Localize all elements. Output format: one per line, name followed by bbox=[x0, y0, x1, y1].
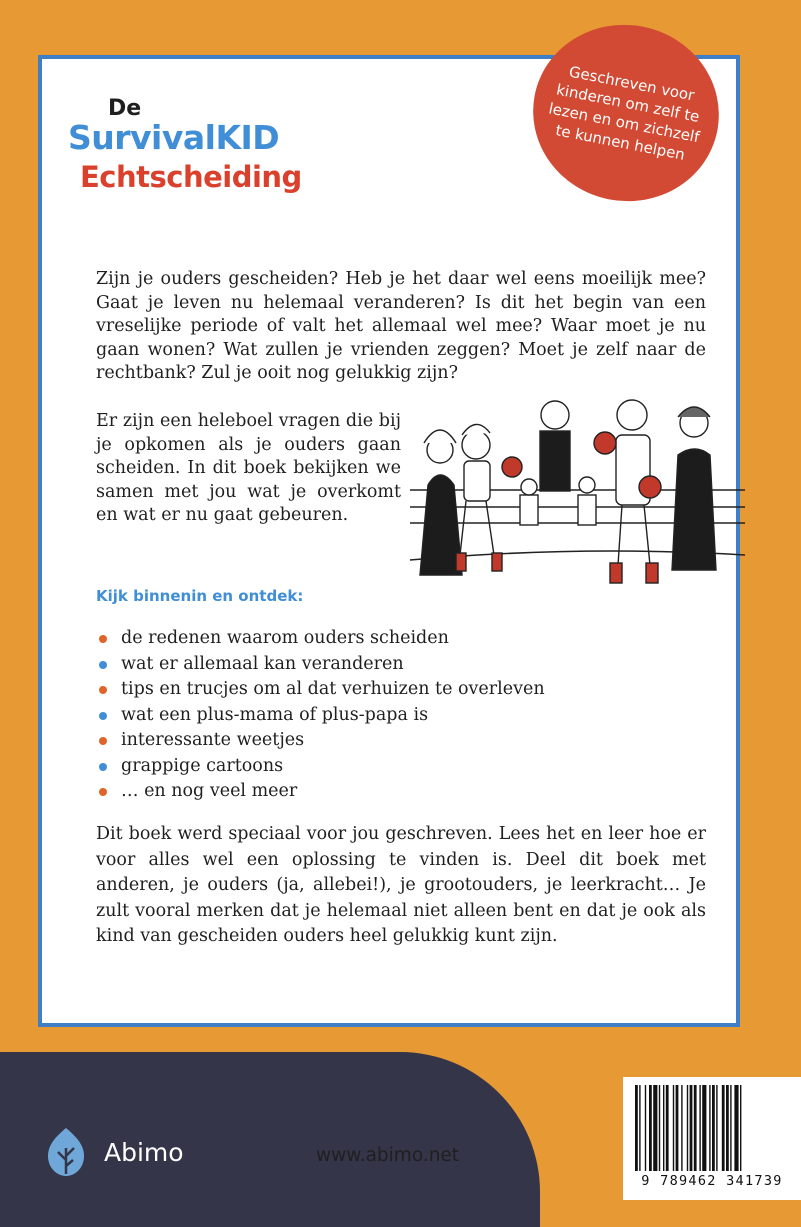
badge-text: Geschreven voor kinderen om zelf te lezen en om zichzelf te kunnen helpen bbox=[547, 62, 702, 164]
list-item-text: interessante weetjes bbox=[121, 730, 305, 750]
bullet-dot bbox=[99, 686, 107, 694]
feature-list bbox=[96, 626, 706, 805]
tree-leaf-icon bbox=[40, 1126, 92, 1178]
bullet-dot bbox=[99, 788, 107, 796]
publisher-name: Abimo bbox=[104, 1137, 184, 1167]
list-item bbox=[96, 626, 706, 652]
list-item-text: … en nog veel meer bbox=[121, 781, 298, 801]
bullet-dot bbox=[99, 635, 107, 643]
logo-echtscheiding: Echtscheiding bbox=[80, 160, 302, 194]
boxing-ring-illustration bbox=[410, 395, 745, 600]
publisher-logo bbox=[40, 1126, 184, 1178]
closing-paragraph: Dit boek werd speciaal voor jou geschreven. Lees het en leer hoe er voor alles wel een oplossing te vinden is. Deel dit boek met anderen, je ouders (ja, allebei!), je grootouders, je leerkracht… Je zult vooral merken dat je helemaal niet alleen bent en dat je ook als kind van gescheiden ouders heel gelukkig kunt zijn. bbox=[96, 824, 706, 946]
list-item bbox=[96, 652, 706, 678]
list-item bbox=[96, 779, 706, 805]
list-item-text: de redenen waarom ouders scheiden bbox=[121, 628, 449, 648]
list-item bbox=[96, 703, 706, 729]
bullet-dot bbox=[99, 712, 107, 720]
barcode-number: 9 789462 341739 bbox=[641, 1173, 783, 1189]
bullet-dot bbox=[99, 763, 107, 771]
kijk-heading: Kijk binnenin en ontdek: bbox=[96, 587, 304, 605]
logo-survivalkid: SurvivalKID bbox=[68, 118, 280, 157]
list-item bbox=[96, 728, 706, 754]
logo-de: De bbox=[108, 96, 142, 121]
list-item bbox=[96, 754, 706, 780]
list-item bbox=[96, 677, 706, 703]
list-item-text: wat een plus-mama of plus-papa is bbox=[121, 704, 429, 725]
website-url: www.abimo.net bbox=[316, 1145, 460, 1166]
list-item-text: tips en trucjes om al dat verhuizen te overleven bbox=[121, 679, 545, 699]
barcode bbox=[623, 1077, 801, 1200]
bullet-dot bbox=[99, 661, 107, 669]
list-item-text: wat er allemaal kan veranderen bbox=[121, 653, 404, 674]
barcode-bars bbox=[633, 1085, 791, 1171]
questions-paragraph: Er zijn een heleboel vragen die bij je opkomen als je ouders gaan scheiden. In dit boek bekijken we samen met jou wat je overkomt en wat er nu gaat gebeuren. bbox=[96, 411, 401, 525]
list-item-text: grappige cartoons bbox=[121, 755, 284, 776]
intro-paragraph: Zijn je ouders gescheiden? Heb je het daar wel eens moeilijk mee? Gaat je leven nu helemaal veranderen? Is dit het begin van een vreselijke periode of valt het allemaal wel mee? Waar moet je nu gaan wonen? Wat zullen je vrienden zeggen? Moet je zelf naar de rechtbank? Zul je ooit nog gelukkig zijn? bbox=[96, 269, 706, 383]
bullet-dot bbox=[99, 737, 107, 745]
